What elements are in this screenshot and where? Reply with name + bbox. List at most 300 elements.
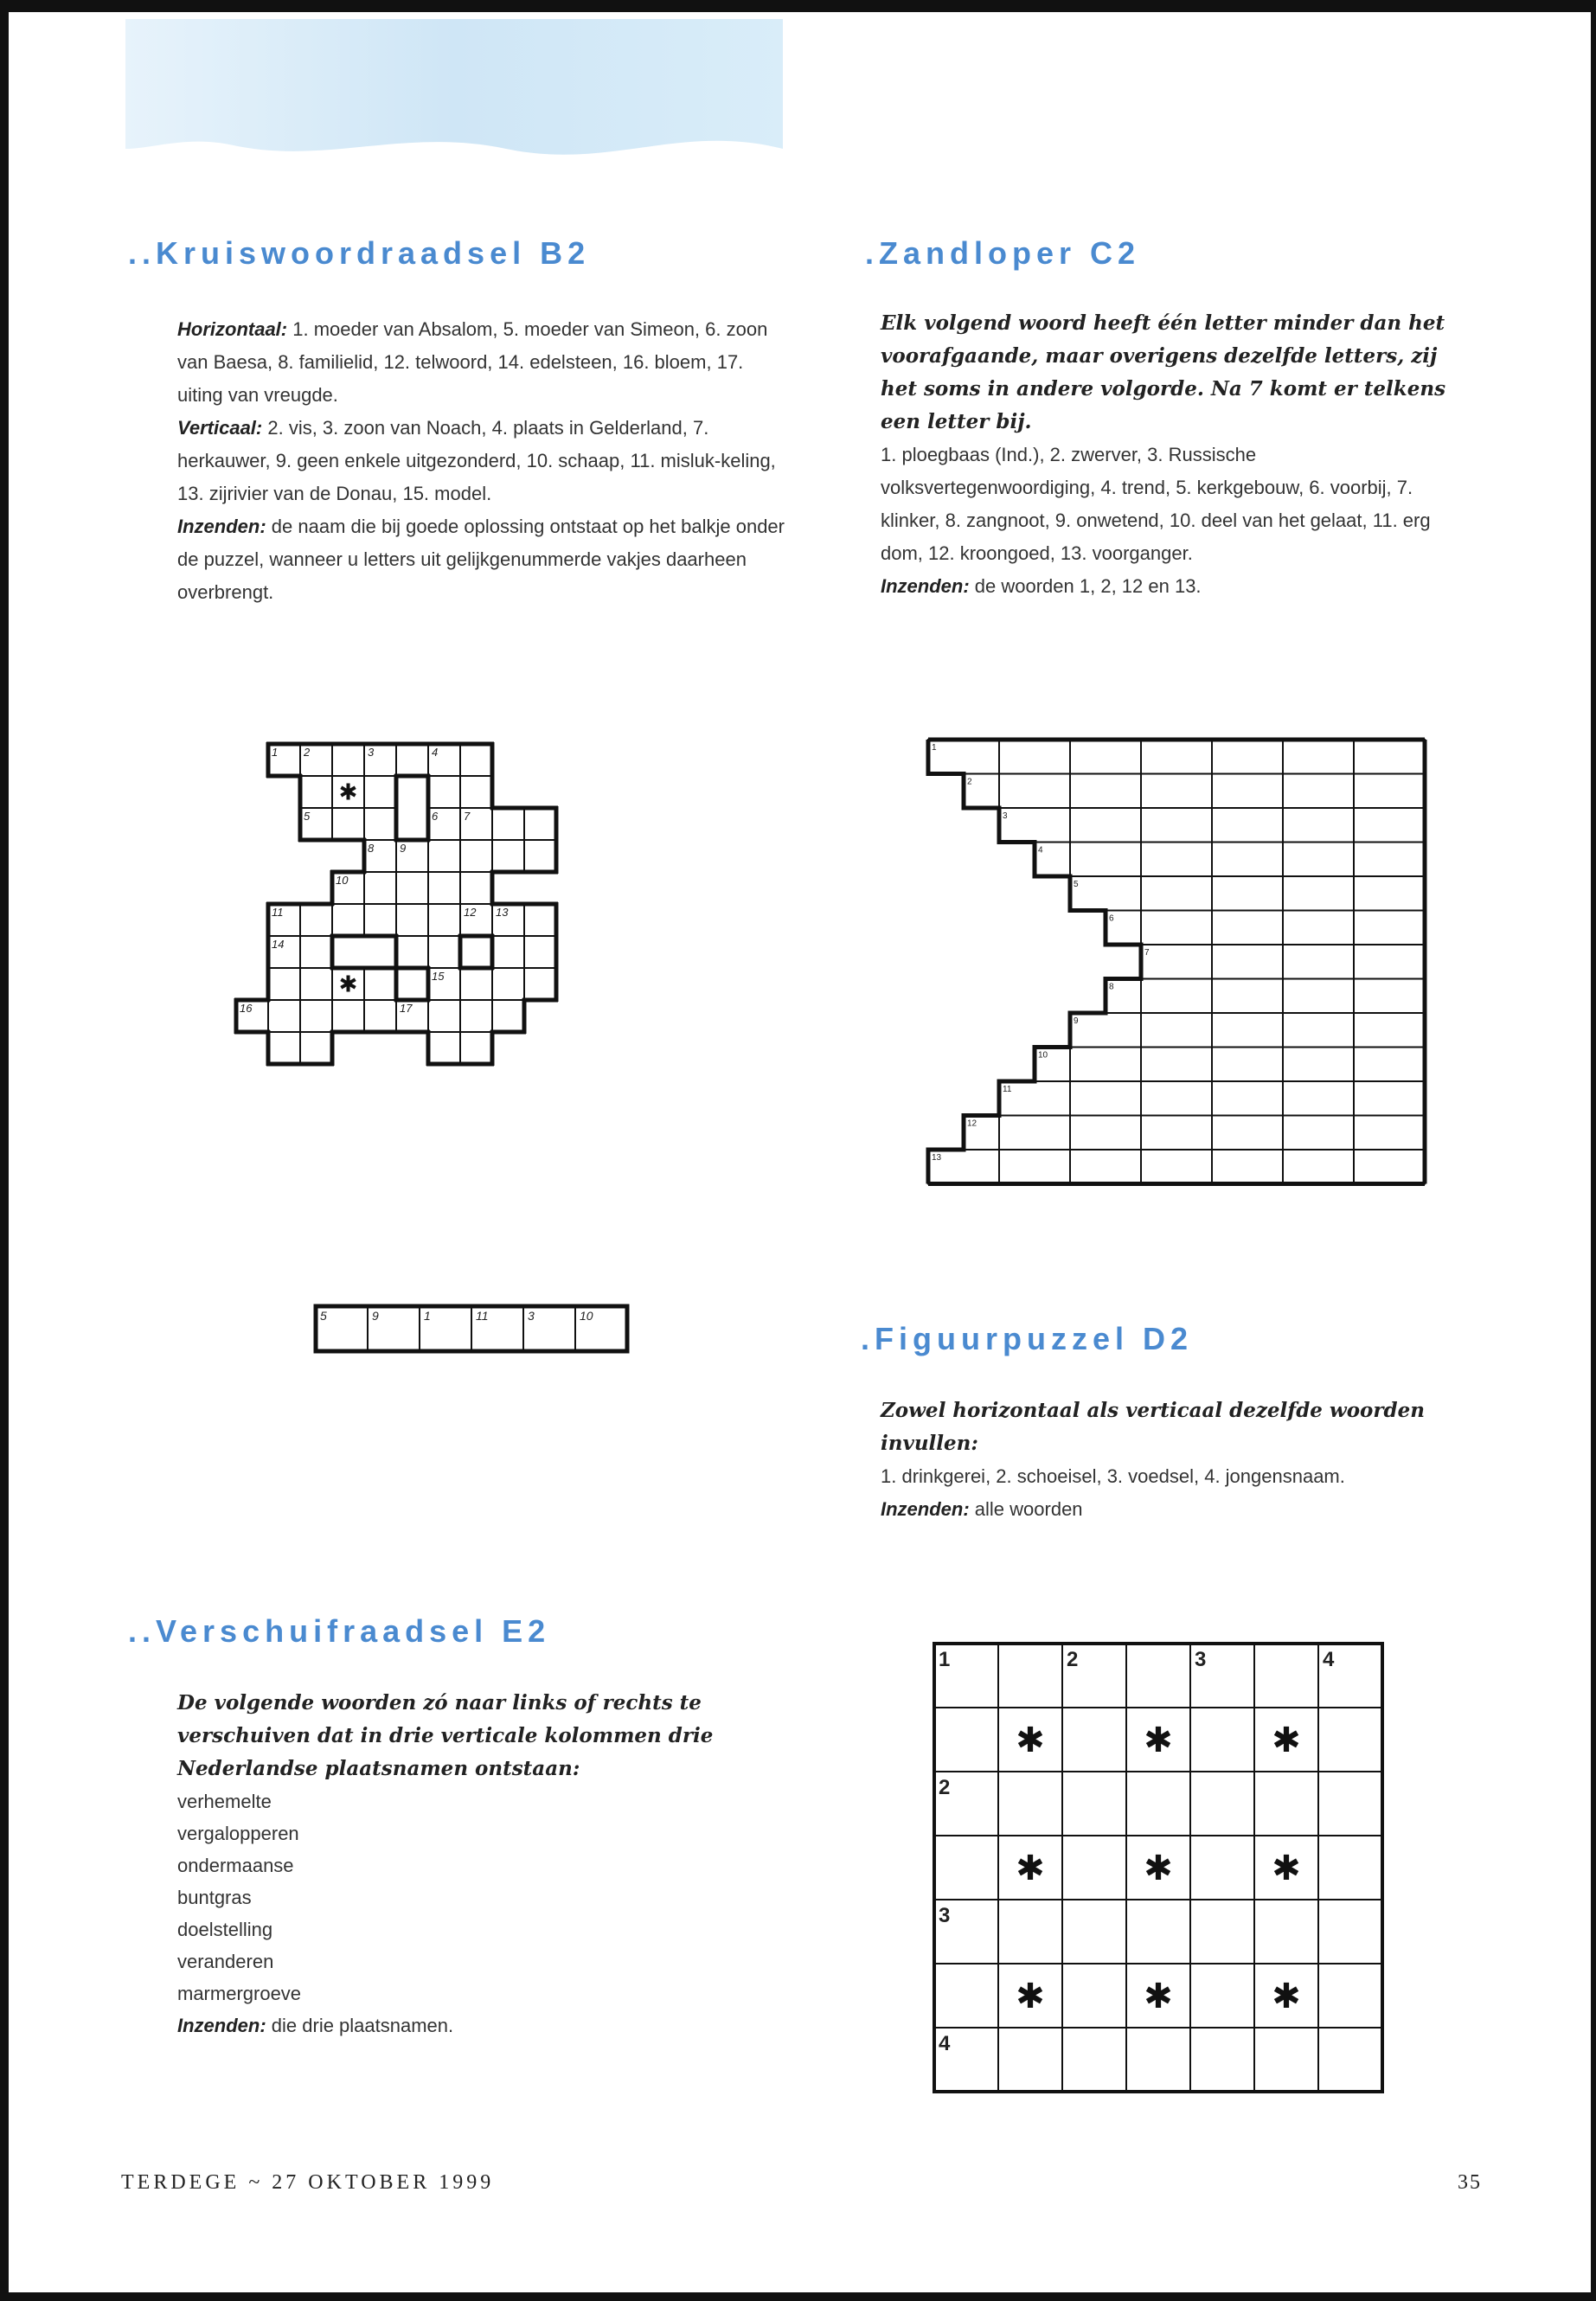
crossword-cell[interactable] (332, 904, 364, 936)
figuur-inzenden-text: alle woorden (969, 1498, 1083, 1520)
hourglass-cell[interactable] (1247, 1013, 1283, 1048)
hourglass-cell[interactable] (1106, 1081, 1141, 1116)
hourglass-cell[interactable] (1354, 843, 1389, 877)
hourglass-cell[interactable] (1283, 740, 1318, 774)
figuur-cell[interactable] (934, 1708, 998, 1772)
hourglass-cell[interactable] (1354, 1048, 1389, 1082)
crossword-cell[interactable] (492, 1000, 524, 1032)
figuur-top-number: 4 (1323, 1648, 1335, 1671)
hourglass-cell[interactable] (1070, 740, 1106, 774)
hourglass-cell[interactable] (1389, 808, 1425, 843)
crossword-cell-number: 3 (368, 746, 375, 759)
figuur-side-number: 2 (939, 1776, 951, 1799)
crossword-cell-number: 7 (464, 810, 471, 823)
hourglass-cell[interactable] (1141, 1048, 1176, 1082)
hourglass-cell[interactable] (1141, 808, 1176, 843)
answer-bar-number: 3 (528, 1309, 535, 1323)
hourglass-cell[interactable] (1283, 911, 1318, 945)
hourglass-cell[interactable] (1283, 876, 1318, 911)
figuur-cell[interactable] (1190, 1836, 1254, 1900)
hourglass-cell[interactable] (1318, 1013, 1354, 1048)
figuur-cell[interactable] (1254, 1772, 1318, 1836)
hourglass-cell[interactable] (1106, 1048, 1141, 1082)
hourglass-cell[interactable] (1212, 774, 1247, 809)
hourglass-cell[interactable] (1283, 1048, 1318, 1082)
figuur-cell[interactable] (1190, 1708, 1254, 1772)
crossword-cell[interactable] (396, 936, 428, 968)
figuur-cell[interactable] (1190, 1964, 1254, 2028)
hourglass-cell[interactable] (1247, 740, 1283, 774)
hourglass-cell[interactable] (1106, 740, 1141, 774)
crossword-cell-number: 6 (432, 810, 439, 823)
crossword-cell[interactable] (428, 1000, 460, 1032)
hourglass-cell[interactable] (1035, 774, 1070, 809)
figuur-top-number: 2 (1067, 1648, 1079, 1671)
hourglass-cell[interactable] (1389, 945, 1425, 979)
hourglass-cell[interactable] (1176, 1048, 1212, 1082)
hourglass-cell[interactable] (1070, 1048, 1106, 1082)
hourglass-cell[interactable] (1176, 1150, 1212, 1184)
hourglass-cell[interactable] (1212, 1116, 1247, 1150)
verschuif-intro: De volgende woorden zó naar links of rechts te verschuiven dat in drie verticale kolommen drie Nederlandse plaatsnamen ontstaan: (177, 1691, 714, 1780)
hourglass-row[interactable] (928, 1150, 1425, 1184)
verschuif-word-list (177, 1785, 740, 2009)
crossword-cell[interactable] (460, 1032, 492, 1064)
hourglass-row-number: 6 (1109, 913, 1114, 924)
hourglass-cell[interactable] (1283, 945, 1318, 979)
hourglass-cell[interactable] (1106, 774, 1141, 809)
crossword-cell-number: 8 (368, 842, 375, 855)
hourglass-cell[interactable] (1389, 1150, 1425, 1184)
hourglass-cell[interactable] (1283, 774, 1318, 809)
hourglass-cell[interactable] (1354, 740, 1389, 774)
verticaal-label: Verticaal: (177, 417, 263, 439)
hourglass-row[interactable] (999, 808, 1425, 843)
figuur-cell[interactable] (934, 1964, 998, 2028)
crossword-cell[interactable] (364, 808, 396, 840)
hourglass-cell[interactable] (1176, 945, 1212, 979)
hourglass-cell[interactable] (1389, 1081, 1425, 1116)
hourglass-cell[interactable] (1141, 740, 1176, 774)
crossword-cell[interactable] (300, 936, 332, 968)
hourglass-cell[interactable] (1318, 808, 1354, 843)
figuur-cell[interactable] (1254, 2028, 1318, 2092)
figuur-cell[interactable] (1190, 2028, 1254, 2092)
crossword-cell-number: 1 (272, 746, 279, 759)
hourglass-cell[interactable] (1318, 1116, 1354, 1150)
hourglass-cell[interactable] (1070, 1150, 1106, 1184)
figuur-cell[interactable] (1254, 1644, 1318, 1708)
crossword-cell[interactable] (332, 744, 364, 776)
crossword-cell[interactable] (268, 1032, 300, 1064)
crossword-cell[interactable] (460, 744, 492, 776)
hourglass-cell[interactable] (1247, 1048, 1283, 1082)
figuur-cell[interactable] (1062, 1836, 1126, 1900)
hourglass-cell[interactable] (1212, 843, 1247, 877)
verschuif-inzenden-label: Inzenden: (177, 2015, 266, 2036)
kruiswoord-clues (177, 313, 787, 609)
hourglass-cell[interactable] (1247, 1150, 1283, 1184)
figuur-cell[interactable] (1190, 1772, 1254, 1836)
hourglass-cell[interactable] (1389, 1116, 1425, 1150)
hourglass-cell[interactable] (1389, 911, 1425, 945)
hourglass-cell[interactable] (1070, 1081, 1106, 1116)
verschuif-word: veranderen (177, 1951, 274, 1972)
crossword-cell-number: 9 (400, 842, 407, 855)
verschuif-word: buntgras (177, 1887, 252, 1908)
hourglass-cell[interactable] (1318, 843, 1354, 877)
hourglass-cell[interactable] (1141, 843, 1176, 877)
hourglass-cell[interactable] (1106, 1150, 1141, 1184)
crossword-cell[interactable] (396, 904, 428, 936)
hourglass-cell[interactable] (1283, 1081, 1318, 1116)
hourglass-row-number: 3 (1003, 811, 1008, 821)
hourglass-cell[interactable] (1318, 774, 1354, 809)
verticaal-text: 2. vis, 3. zoon van Noach, 4. plaats in Gelderland, 7. herkauwer, 9. geen enkele uitgezonderd, 10. schaap, 11. misluk-keling, 13. zijrivier van de Donau, 15. model. (177, 417, 776, 504)
hourglass-cell[interactable] (1212, 1013, 1247, 1048)
hourglass-cell[interactable] (1070, 774, 1106, 809)
hourglass-row[interactable] (999, 1081, 1425, 1116)
crossword-grid[interactable] (199, 727, 718, 1246)
zandloper-inzenden-text: de woorden 1, 2, 12 en 13. (969, 575, 1202, 597)
figuur-cell[interactable] (1126, 1644, 1190, 1708)
crossword-cell[interactable] (364, 1000, 396, 1032)
figuur-cell[interactable] (1126, 1900, 1190, 1964)
hourglass-cell[interactable] (1318, 979, 1354, 1014)
crossword-cell[interactable] (428, 776, 460, 808)
hourglass-cell[interactable] (1283, 1150, 1318, 1184)
hourglass-cell[interactable] (964, 740, 999, 774)
hourglass-cell[interactable] (1318, 911, 1354, 945)
hourglass-cell[interactable] (1176, 740, 1212, 774)
figuur-cell[interactable] (1318, 1708, 1382, 1772)
figuur-cell[interactable] (998, 1772, 1062, 1836)
crossword-cell[interactable] (524, 808, 556, 840)
hourglass-row-number: 2 (967, 777, 972, 787)
hourglass-cell[interactable] (1141, 1150, 1176, 1184)
hourglass-cell[interactable] (1354, 1116, 1389, 1150)
hourglass-cell[interactable] (1212, 1081, 1247, 1116)
figuur-top-number: 3 (1195, 1648, 1207, 1671)
hourglass-cell[interactable] (1176, 1081, 1212, 1116)
hourglass-cell[interactable] (1318, 945, 1354, 979)
hourglass-row[interactable] (964, 774, 1425, 809)
figuur-cell[interactable] (1062, 1964, 1126, 2028)
answer-bar-number: 10 (580, 1309, 593, 1323)
hourglass-cell[interactable] (1070, 1116, 1106, 1150)
crossword-cell[interactable] (364, 872, 396, 904)
hourglass-row[interactable] (928, 740, 1425, 774)
hourglass-row[interactable] (964, 1116, 1425, 1150)
hourglass-cell[interactable] (1176, 843, 1212, 877)
hourglass-cell[interactable] (1141, 774, 1176, 809)
crossword-cell[interactable] (300, 1032, 332, 1064)
hourglass-row-number: 10 (1038, 1050, 1048, 1061)
hourglass-cell[interactable] (1389, 774, 1425, 809)
hourglass-cell[interactable] (1247, 1116, 1283, 1150)
hourglass-cell[interactable] (1141, 1116, 1176, 1150)
hourglass-cell[interactable] (1247, 843, 1283, 877)
crossword-cell[interactable] (524, 968, 556, 1000)
answer-bar-number: 9 (372, 1309, 379, 1323)
hourglass-cell[interactable] (1035, 808, 1070, 843)
crossword-cell[interactable] (460, 840, 492, 872)
hourglass-cell[interactable] (1035, 1150, 1070, 1184)
hourglass-cell[interactable] (999, 740, 1035, 774)
star-icon: ✱ (1272, 1721, 1301, 1759)
hourglass-row-number: 7 (1144, 948, 1150, 958)
star-icon: ✱ (1272, 1849, 1301, 1888)
hourglass-cell[interactable] (1176, 1013, 1212, 1048)
hourglass-cell[interactable] (1354, 1150, 1389, 1184)
hourglass-cell[interactable] (1176, 876, 1212, 911)
hourglass-cell[interactable] (1070, 843, 1106, 877)
hourglass-cell[interactable] (1354, 876, 1389, 911)
hourglass-cell[interactable] (1247, 774, 1283, 809)
hourglass-row-number: 11 (1003, 1085, 1012, 1094)
hourglass-cell[interactable] (1318, 876, 1354, 911)
figuur-cell[interactable] (1062, 2028, 1126, 2092)
hourglass-row[interactable] (1035, 843, 1425, 877)
hourglass-cell[interactable] (1318, 1150, 1354, 1184)
hourglass-cell[interactable] (1354, 979, 1389, 1014)
crossword-cell[interactable] (524, 936, 556, 968)
hourglass-cell[interactable] (1106, 808, 1141, 843)
crossword-cell[interactable] (332, 1000, 364, 1032)
hourglass-cell[interactable] (964, 1150, 999, 1184)
star-icon: ✱ (338, 971, 358, 997)
hourglass-cell[interactable] (1283, 808, 1318, 843)
figuur-cell[interactable] (1318, 1900, 1382, 1964)
figuur-title: .Figuurpuzzel D2 (861, 1321, 1193, 1356)
hourglass-row[interactable] (1035, 1048, 1425, 1082)
figuur-cell[interactable] (934, 1836, 998, 1900)
crossword-cell[interactable] (524, 840, 556, 872)
hourglass-cell[interactable] (1318, 1081, 1354, 1116)
verschuif-word: doelstelling (177, 1919, 273, 1940)
hourglass-cell[interactable] (1106, 1116, 1141, 1150)
crossword-cell[interactable] (460, 1000, 492, 1032)
figuur-cell[interactable] (1062, 1900, 1126, 1964)
star-icon: ✱ (1144, 1977, 1173, 2016)
hourglass-cell[interactable] (1035, 740, 1070, 774)
hourglass-cell[interactable] (1212, 1150, 1247, 1184)
crossword-cell-number: 4 (432, 746, 439, 759)
hourglass-cell[interactable] (999, 1116, 1035, 1150)
star-icon: ✱ (1016, 1977, 1045, 2016)
hourglass-cell[interactable] (1247, 808, 1283, 843)
figuur-top-number: 1 (939, 1648, 951, 1671)
hourglass-cell[interactable] (1354, 1081, 1389, 1116)
hourglass-cell[interactable] (1176, 911, 1212, 945)
hourglass-cell[interactable] (1212, 911, 1247, 945)
hourglass-cell[interactable] (1247, 945, 1283, 979)
hourglass-cell[interactable] (1389, 876, 1425, 911)
hourglass-cell[interactable] (1176, 774, 1212, 809)
figuur-grid[interactable] (930, 1639, 1397, 2106)
crossword-cell[interactable] (428, 840, 460, 872)
hourglass-row-number: 4 (1038, 845, 1043, 856)
hourglass-cell[interactable] (1247, 911, 1283, 945)
hourglass-cell[interactable] (1212, 1048, 1247, 1082)
crossword-cell[interactable] (428, 904, 460, 936)
hourglass-cell[interactable] (1212, 979, 1247, 1014)
figuur-cell[interactable] (998, 1900, 1062, 1964)
answer-bar-number: 11 (476, 1309, 489, 1323)
hourglass-cell[interactable] (1318, 1048, 1354, 1082)
hourglass-cell[interactable] (1318, 740, 1354, 774)
hourglass-cell[interactable] (1354, 911, 1389, 945)
hourglass-cell[interactable] (1389, 1013, 1425, 1048)
crossword-cell[interactable] (428, 872, 460, 904)
hourglass-row-number: 8 (1109, 982, 1114, 992)
hourglass-cell[interactable] (1389, 740, 1425, 774)
star-icon: ✱ (1144, 1849, 1173, 1888)
hourglass-cell[interactable] (1141, 911, 1176, 945)
hourglass-cell[interactable] (1389, 843, 1425, 877)
crossword-cell-number: 2 (304, 746, 311, 759)
zandloper-title: .Zandloper C2 (865, 235, 1141, 271)
verschuif-title: ..Verschuifraadsel E2 (128, 1613, 551, 1649)
hourglass-cell[interactable] (1389, 979, 1425, 1014)
crossword-cell-number: 12 (464, 906, 477, 919)
hourglass-cell[interactable] (1035, 1081, 1070, 1116)
hourglass-cell[interactable] (1106, 843, 1141, 877)
crossword-cell[interactable] (364, 968, 396, 1000)
crossword-cell[interactable] (460, 968, 492, 1000)
crossword-cell[interactable] (492, 968, 524, 1000)
hourglass-cell[interactable] (1141, 1081, 1176, 1116)
hourglass-row[interactable] (1070, 1013, 1425, 1048)
hourglass-row-number: 5 (1074, 880, 1079, 889)
figuur-cell[interactable] (1126, 1772, 1190, 1836)
hourglass-cell[interactable] (1176, 1116, 1212, 1150)
hourglass-row[interactable] (1141, 945, 1425, 979)
crossword-answer-bar[interactable] (311, 1298, 649, 1367)
hourglass-cell[interactable] (1176, 808, 1212, 843)
hourglass-cell[interactable] (999, 774, 1035, 809)
horizontaal-label: Horizontaal: (177, 318, 288, 340)
figuur-cell[interactable] (1318, 1964, 1382, 2028)
hourglass-cell[interactable] (1070, 808, 1106, 843)
figuur-cell[interactable] (1318, 2028, 1382, 2092)
star-icon: ✱ (1144, 1721, 1173, 1759)
crossword-cell[interactable] (300, 904, 332, 936)
hourglass-cell[interactable] (1141, 1013, 1176, 1048)
hourglass-cell[interactable] (1106, 876, 1141, 911)
crossword-cell[interactable] (460, 872, 492, 904)
footer-page-number: 35 (1458, 2171, 1482, 2194)
hourglass-cell[interactable] (1212, 876, 1247, 911)
hourglass-grid[interactable] (926, 735, 1462, 1220)
hourglass-cell[interactable] (1176, 979, 1212, 1014)
crossword-cell[interactable] (268, 1000, 300, 1032)
horizontaal-text: 1. moeder van Absalom, 5. moeder van Simeon, 6. zoon van Baesa, 8. familielid, 12. telwoord, 14. edelsteen, 16. bloem, 17. uiting van vreugde. (177, 318, 768, 406)
figuur-cell[interactable] (1190, 1900, 1254, 1964)
figuur-cell[interactable] (1062, 1772, 1126, 1836)
star-icon: ✱ (1272, 1977, 1301, 2016)
figuur-cell[interactable] (998, 2028, 1062, 2092)
hourglass-cell[interactable] (1283, 979, 1318, 1014)
hourglass-cell[interactable] (999, 1150, 1035, 1184)
figuur-cell[interactable] (1126, 2028, 1190, 2092)
crossword-cell-number: 14 (272, 938, 285, 951)
hourglass-cell[interactable] (1212, 740, 1247, 774)
hourglass-cell[interactable] (1035, 1116, 1070, 1150)
figuur-cell[interactable] (1318, 1836, 1382, 1900)
hourglass-row[interactable] (1106, 979, 1425, 1014)
crossword-cell[interactable] (300, 968, 332, 1000)
figuur-cell[interactable] (1254, 1900, 1318, 1964)
hourglass-cell[interactable] (1283, 843, 1318, 877)
crossword-cell[interactable] (364, 776, 396, 808)
crossword-cell[interactable] (396, 872, 428, 904)
hourglass-cell[interactable] (1283, 1116, 1318, 1150)
hourglass-cell[interactable] (1247, 979, 1283, 1014)
hourglass-cell[interactable] (1141, 876, 1176, 911)
kruiswoord-title: ..Kruiswoordraadsel B2 (128, 235, 591, 271)
footer-publication: TERDEGE ~ 27 OKTOBER 1999 (121, 2171, 495, 2194)
crossword-cell[interactable] (428, 936, 460, 968)
crossword-cell[interactable] (492, 808, 524, 840)
star-icon: ✱ (1016, 1849, 1045, 1888)
verschuif-word: vergalopperen (177, 1823, 299, 1844)
hourglass-cell[interactable] (1247, 1081, 1283, 1116)
verschuif-inzenden-text: die drie plaatsnamen. (266, 2015, 454, 2036)
crossword-cell-number: 16 (240, 1002, 253, 1015)
figuur-cell[interactable] (998, 1644, 1062, 1708)
figuur-cell[interactable] (1318, 1772, 1382, 1836)
hourglass-cell[interactable] (1212, 808, 1247, 843)
figuur-cell[interactable] (1062, 1708, 1126, 1772)
hourglass-cell[interactable] (1354, 808, 1389, 843)
crossword-cell-number: 11 (272, 906, 284, 919)
hourglass-cell[interactable] (1354, 1013, 1389, 1048)
answer-bar-number: 5 (320, 1309, 327, 1323)
hourglass-cell[interactable] (1106, 1013, 1141, 1048)
hourglass-row[interactable] (1070, 876, 1425, 911)
crossword-cell[interactable] (428, 1032, 460, 1064)
figuur-inzenden-label: Inzenden: (881, 1498, 970, 1520)
hourglass-cell[interactable] (1247, 876, 1283, 911)
crossword-cell[interactable] (492, 840, 524, 872)
hourglass-row[interactable] (1106, 911, 1425, 945)
inzenden-label: Inzenden: (177, 516, 266, 537)
crossword-cell-number: 13 (496, 906, 509, 919)
hourglass-row-number: 1 (932, 743, 937, 753)
crossword-cell[interactable] (524, 904, 556, 936)
crossword-cell[interactable] (300, 1000, 332, 1032)
crossword-cell[interactable] (364, 904, 396, 936)
figuur-side-number: 4 (939, 2032, 951, 2055)
verschuif-word: verhemelte (177, 1791, 272, 1812)
hourglass-cell[interactable] (1354, 774, 1389, 809)
crossword-cells[interactable] (234, 742, 558, 1066)
crossword-cell[interactable] (492, 936, 524, 968)
hourglass-cell[interactable] (1283, 1013, 1318, 1048)
hourglass-cell[interactable] (1389, 1048, 1425, 1082)
crossword-cell[interactable] (332, 808, 364, 840)
zandloper-text (881, 307, 1473, 603)
hourglass-cell[interactable] (1354, 945, 1389, 979)
crossword-cell[interactable] (460, 776, 492, 808)
crossword-cell[interactable] (268, 968, 300, 1000)
hourglass-cell[interactable] (1212, 945, 1247, 979)
zandloper-clues: 1. ploegbaas (Ind.), 2. zwerver, 3. Russische volksvertegenwoordiging, 4. trend, 5. kerkgebouw, 6. voorbij, 7. klinker, 8. zangnoot, 9. onwetend, 10. deel van het gelaat, 11. erg dom, 12. kroongoed, 13. voorganger. (881, 444, 1431, 564)
crossword-cell[interactable] (396, 744, 428, 776)
hourglass-cell[interactable] (1141, 979, 1176, 1014)
crossword-cell[interactable] (300, 776, 332, 808)
